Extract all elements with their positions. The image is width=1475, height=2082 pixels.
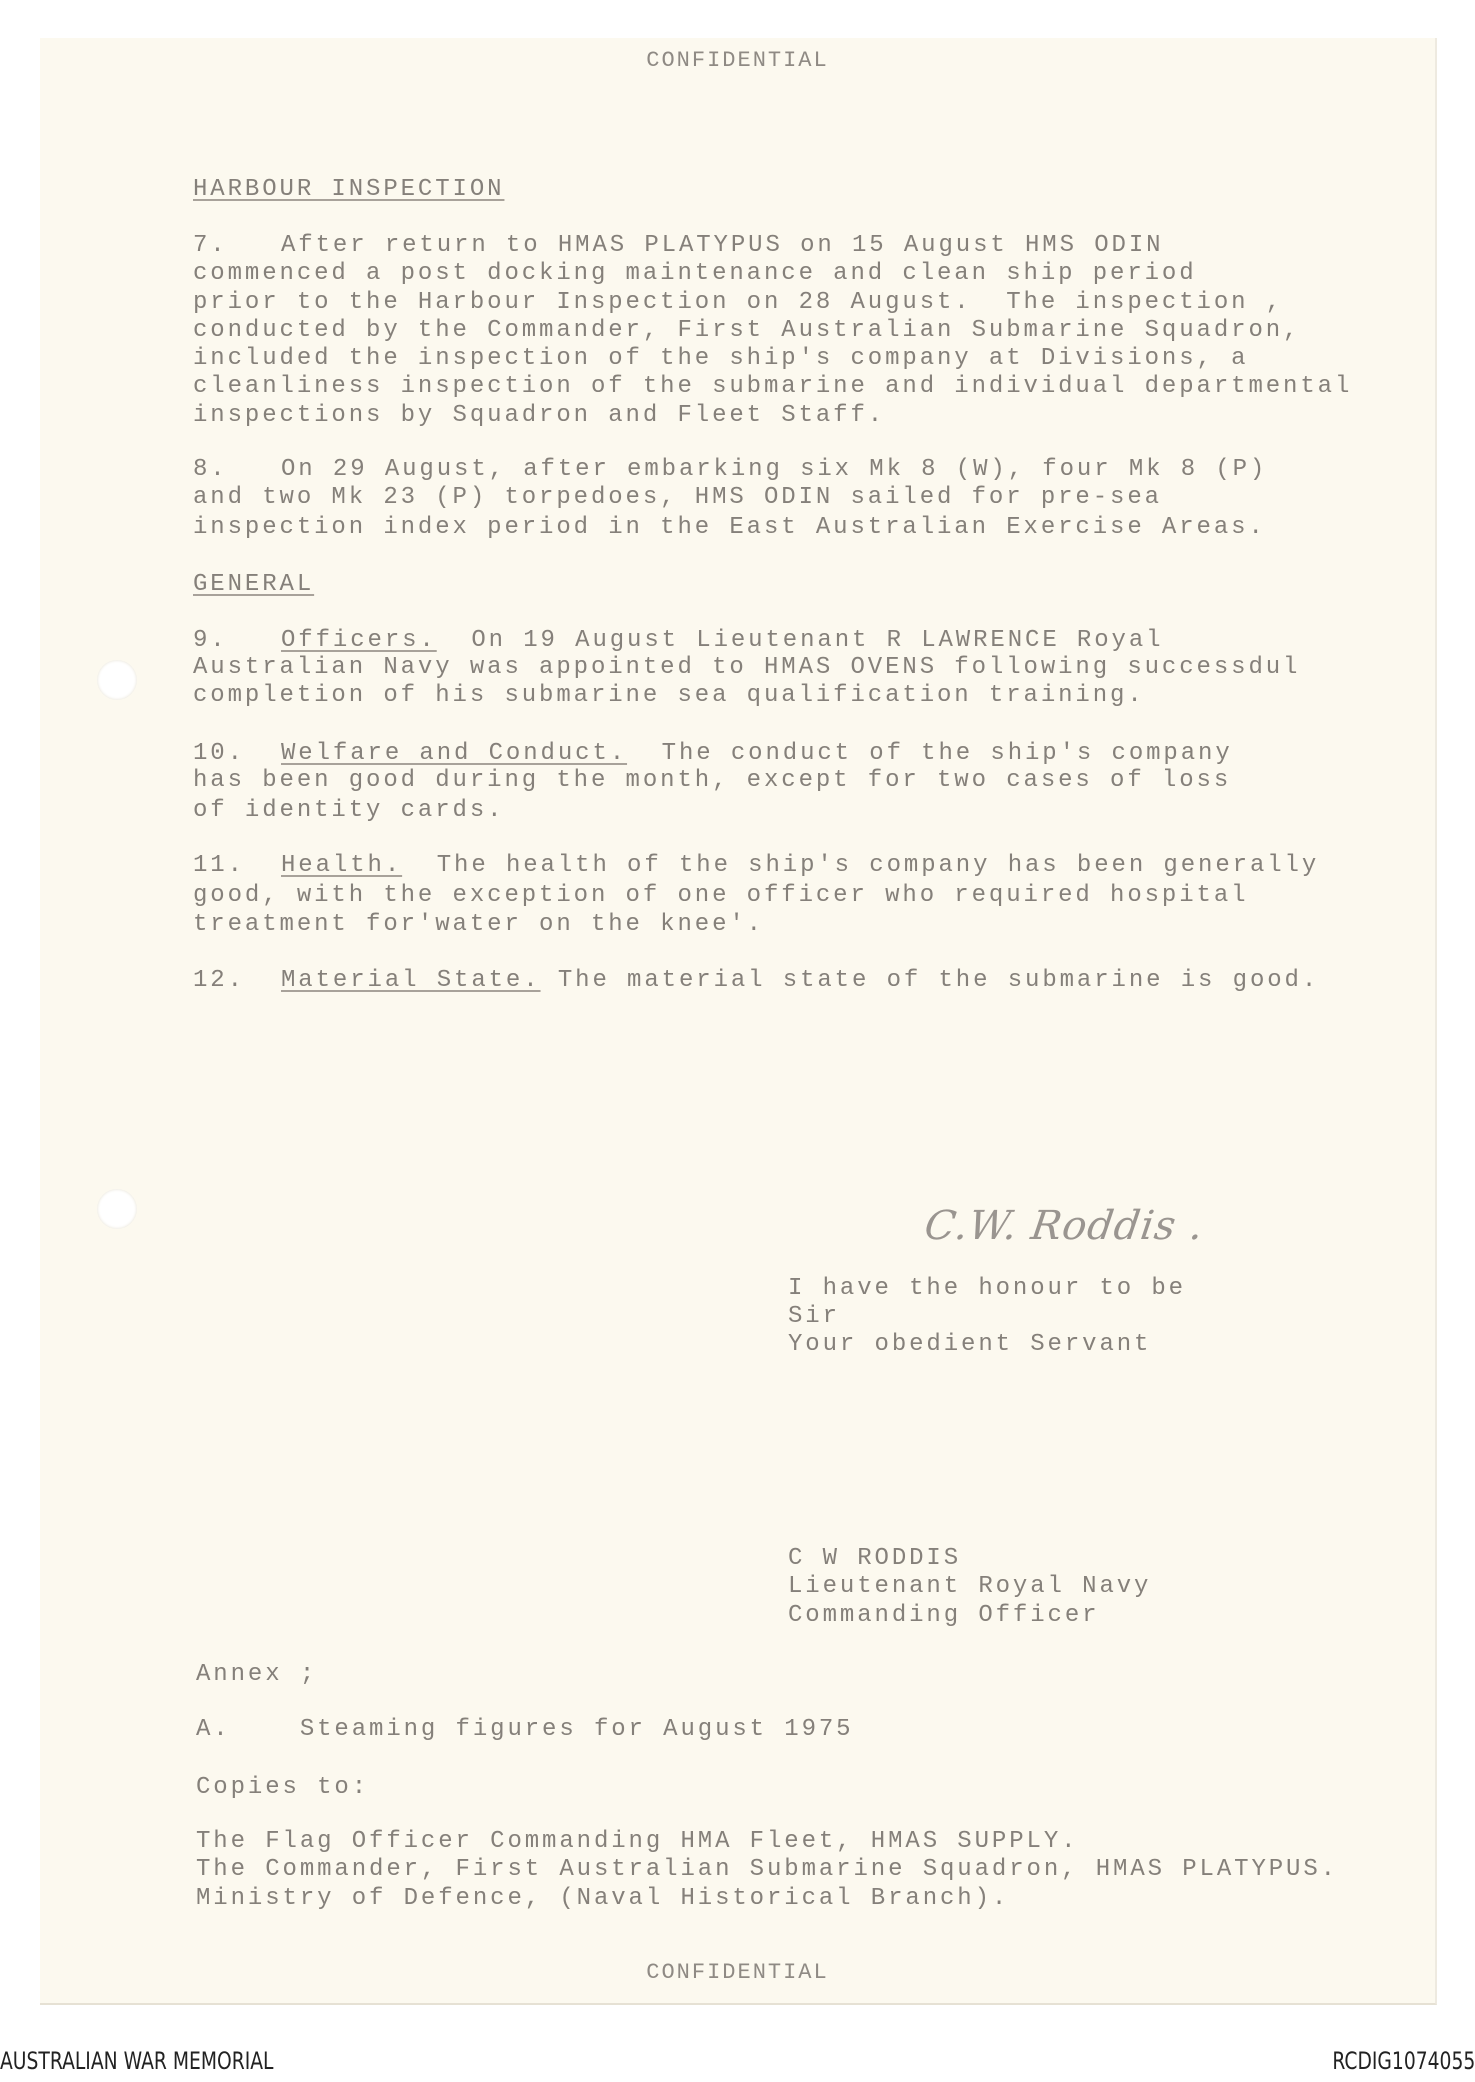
paragraph-number: 11. [193,852,245,879]
paragraph-line: prior to the Harbour Inspection on 28 August. The inspection , [193,289,1284,316]
paragraph-line: has been good during the month, except for two cases of loss [193,767,1232,794]
paragraph-text [281,741,1233,767]
paragraph-first-text: On 19 August Lieutenant R LAWRENCE Royal [436,627,1164,654]
paragraph-label: Welfare and Conduct. [281,740,628,767]
signatory-line: Commanding Officer [788,1602,1100,1629]
annex-label: Annex ; [196,1661,318,1688]
copies-recipient: Ministry of Defence, (Naval Historical Branch). [196,1885,1010,1912]
paragraph-number: 8. [193,456,228,483]
paragraph-line: cleanliness inspection of the submarine and individual departmental [193,373,1353,400]
paragraph-first-text: After return to HMAS PLATYPUS on 15 August HMS ODIN [281,232,1164,259]
paragraph-first-text: The material state of the submarine is good. [540,967,1320,994]
paragraph-line: completion of his submarine sea qualification training. [193,682,1145,709]
section-heading: GENERAL [193,571,315,598]
copies-recipient: The Commander, First Australian Submarine Squadron, HMAS PLATYPUS. [196,1856,1338,1883]
closing-line: I have the honour to be [788,1275,1186,1302]
paragraph-number: 7. [193,232,228,259]
annex-item: A. Steaming figures for August 1975 [196,1716,854,1743]
paragraph-first-text: The health of the ship's company has been generally [402,852,1320,879]
paragraph-text [281,853,1319,879]
paragraph-line: treatment for'water on the knee'. [193,911,764,938]
archive-reference: RCDIG1074055 [1332,2047,1475,2075]
header-classification: CONFIDENTIAL [646,48,829,73]
paragraph-line: inspections by Squadron and Fleet Staff. [193,402,886,429]
paragraph-text [281,233,1163,259]
copies-recipient: The Flag Officer Commanding HMA Fleet, HMAS SUPPLY. [196,1828,1079,1855]
paragraph-number: 12. [193,967,245,994]
paragraph-line: good, with the exception of one officer who required hospital [193,882,1249,909]
paragraph-line: and two Mk 23 (P) torpedoes, HMS ODIN sailed for pre-sea [193,484,1162,511]
paragraph-first-text: On 29 August, after embarking six Mk 8 (W), four Mk 8 (P) [281,456,1268,483]
copies-label: Copies to: [196,1774,370,1801]
paragraph-number: 10. [193,740,245,767]
footer-classification: CONFIDENTIAL [646,1960,829,1985]
paragraph-text [281,457,1267,483]
paragraph-line: Australian Navy was appointed to HMAS OVENS following successdul [193,654,1301,681]
signatory-line: Lieutenant Royal Navy [788,1573,1152,1600]
archive-name: AUSTRALIAN WAR MEMORIAL [0,2047,274,2075]
paragraph-line: of identity cards. [193,797,505,824]
paragraph-line: inspection index period in the East Australian Exercise Areas. [193,514,1266,541]
signatory-line: C W RODDIS [788,1545,962,1572]
paragraph-text [281,628,1163,654]
paragraph-number: 9. [193,627,228,654]
closing-line: Sir [788,1303,840,1330]
handwritten-signature: C.W. Roddis . [921,1203,1207,1249]
paragraph-label: Health. [281,852,403,879]
paragraph-line: conducted by the Commander, First Australian Submarine Squadron, [193,317,1301,344]
section-heading: HARBOUR INSPECTION [193,176,505,203]
closing-line: Your obedient Servant [788,1331,1152,1358]
paragraph-first-text: The conduct of the ship's company [627,740,1233,767]
paragraph-line: commenced a post docking maintenance and clean ship period [193,260,1197,287]
punch-hole [97,660,137,700]
paragraph-label: Officers. [281,627,437,654]
paragraph-line: included the inspection of the ship's company at Divisions, a [193,345,1249,372]
paragraph-label: Material State. [281,967,541,994]
paragraph-text [281,968,1319,994]
punch-hole [97,1189,137,1229]
